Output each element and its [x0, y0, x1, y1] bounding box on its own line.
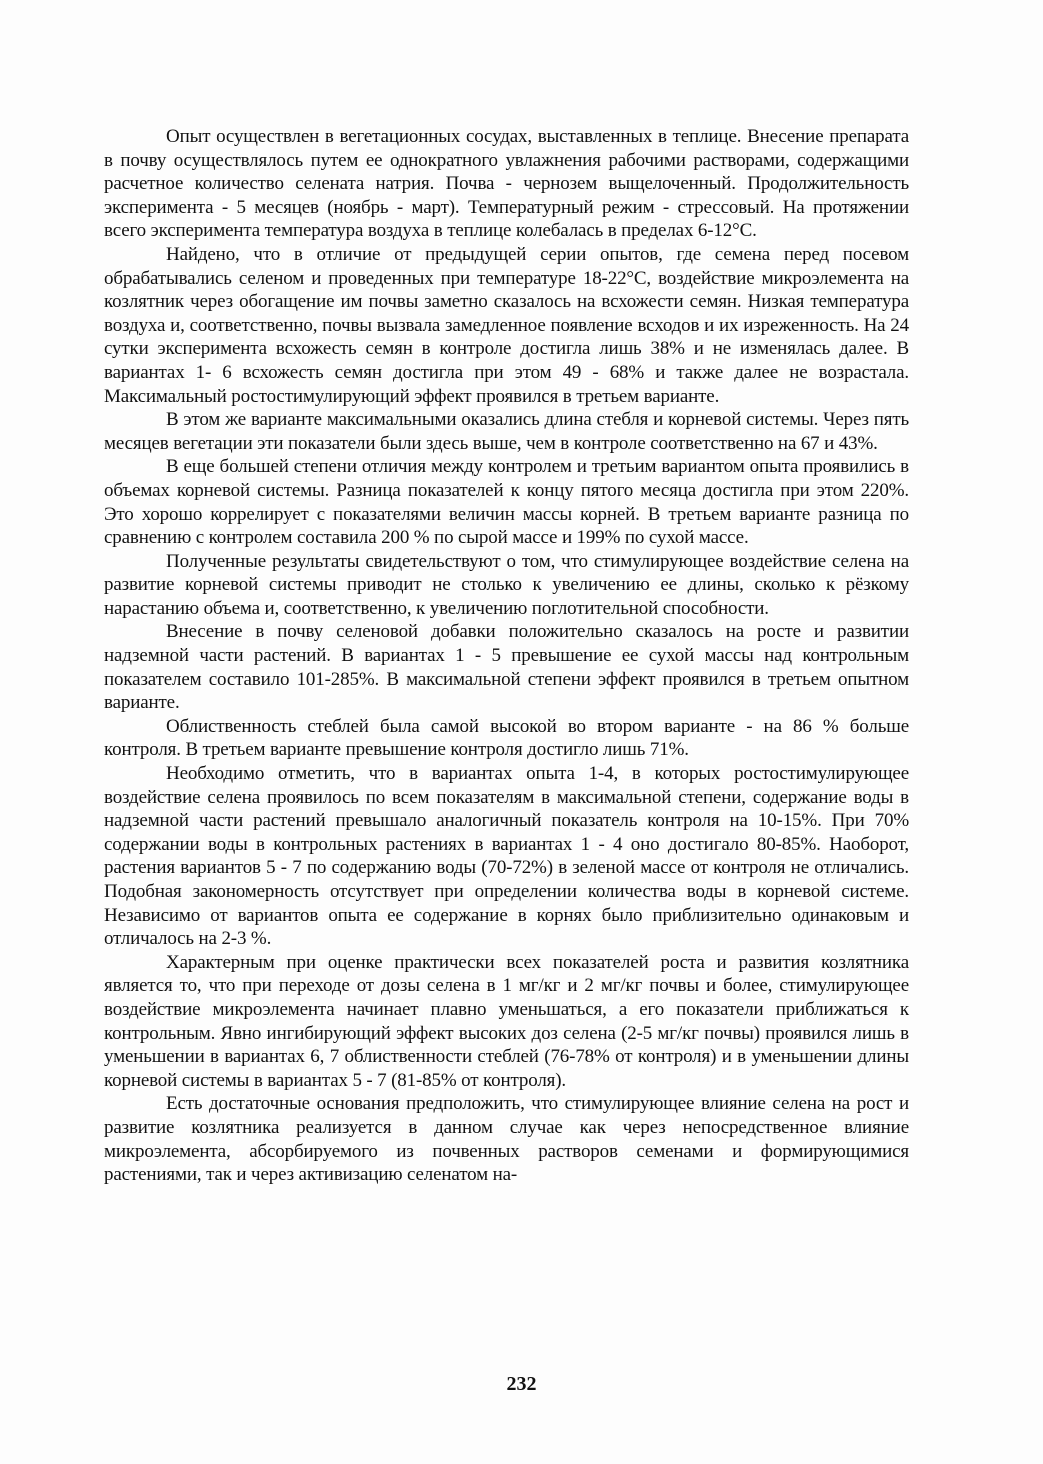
paragraph-10: Есть достаточные основания предположить, что стимулирующее влияние селена на рост и развитие козлятника реализуется в данном случае как через непосредственное влияние микроэлемента, абсорбируемого из почвенных растворов семенами и формирующимися растениями, так и через активизацию селенатом на- — [104, 1093, 909, 1186]
paragraph-7: Облиственность стеблей была самой высокой во втором варианте - на 86 % больше контроля. В третьем варианте превышение контроля достигло лишь 71%. — [104, 715, 909, 761]
page-number: 232 — [506, 1373, 537, 1395]
paragraph-5: Полученные результаты свидетельствуют о том, что стимулирующее воздействие селена на развитие корневой системы приводит не столько к увеличению ее длины, сколько к рёзкому нарастанию объема и, соответственно, к увеличению поглотительной способности. — [104, 550, 909, 619]
paragraph-2: Найдено, что в отличие от предыдущей серии опытов, где семена перед посевом обрабатывались селеном и проведенных при температуре 18-22°С, воздействие микроэлемента на козлятник через обогащение им почвы заметно сказалось на всхожести семян. Низкая температура воздуха и, соответственно, почвы вызвала замедленное появление всходов и их изреженность. На 24 сутки эксперимента всхожесть семян в контроле достигла лишь 38% и не изменялась далее. В вариантах 1- 6 всхожесть семян достигла при этом 49 - 68% и также далее не возрастала. Максимальный ростостимулирующий эффект проявился в третьем варианте. — [104, 243, 909, 407]
paragraph-8: Необходимо отметить, что в вариантах опыта 1-4, в которых ростостимулирующее воздействие селена проявилось по всем показателям в максимальной степени, содержание воды в надземной части растений превышало аналогичный показатель контроля на 10-15%. При 70% содержании воды в контрольных растениях в вариантах 1 - 4 оно достигало 80-85%. Наоборот, растения вариантов 5 - 7 по содержанию воды (70-72%) в зеленой массе от контроля не отличались. Подобная закономерность отсутствует при определении количества воды в корневой системе. Независимо от вариантов опыта ее содержание в корнях было приблизительно одинаковым и отличалось на 2-3 %. — [104, 763, 909, 950]
paragraph-9: Характерным при оценке практически всех показателей роста и развития козлятника является то, что при переходе от дозы селена в 1 мг/кг и 2 мг/кг почвы и более, стимулирующее воздействие микроэлемента начинает плавно уменьшаться, а его показатели приближаться к контрольным. Явно ингибирующий эффект высоких доз селена (2-5 мг/кг почвы) проявился лишь в уменьшении в вариантах 6, 7 облиственности стеблей (76-78% от контроля) и в уменьшении длины корневой системы в вариантах 5 - 7 (81-85% от контроля). — [104, 951, 909, 1091]
paragraph-1: Опыт осуществлен в вегетационных сосудах, выставленных в теплице. Внесение препарата в почву осуществлялось путем ее однократного увлажнения рабочими растворами, содержащими расчетное количество селената натрия. Почва - чернозем выщелоченный. Продолжительность эксперимента - 5 месяцев (ноябрь - март). Температурный режим - стрессовый. На протяжении всего эксперимента температура воздуха в теплице колебалась в пределах 6-12°С. — [104, 126, 909, 242]
paragraph-3: В этом же варианте максимальными оказались длина стебля и корневой системы. Через пять месяцев вегетации эти показатели были здесь выше, чем в контроле соответственно на 67 и 43%. — [104, 409, 909, 454]
paragraph-6: Внесение в почву селеновой добавки положительно сказалось на росте и развитии надземной части растений. В вариантах 1 - 5 превышение ее сухой массы над контрольным показателем составило 101-285%. В максимальной степени эффект проявился в третьем опытном варианте. — [104, 621, 909, 714]
paragraph-4: В еще большей степени отличия между контролем и третьим вариантом опыта проявились в объемах корневой системы. Разница показателей к концу пятого месяца достигла при этом 220%. Это хорошо коррелирует с показателями величин массы корней. В третьем варианте разница по сравнению с контролем составила 200 % по сырой массе и 199% по сухой массе. — [104, 456, 909, 549]
body-text — [104, 125, 909, 1187]
